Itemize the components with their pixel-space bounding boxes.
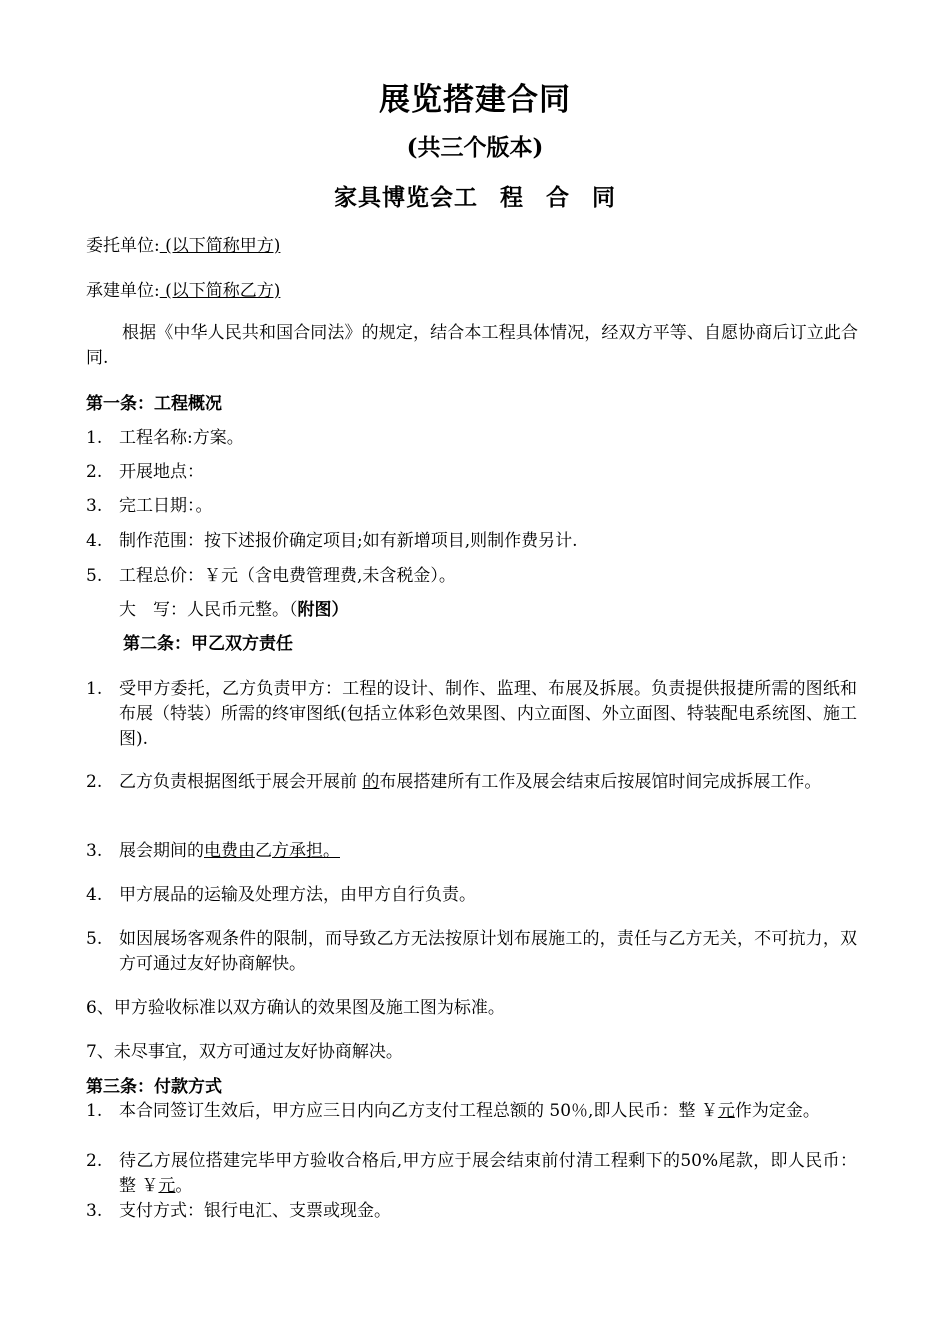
article2-item-7: 7、未尽事宜，双方可通过友好协商解决。 <box>86 1042 403 1062</box>
article3-heading: 第三条：付款方式 <box>86 1077 222 1097</box>
article2-item: 1. 受甲方委托，乙方负责甲方：工程的设计、制作、监理、布展及拆展。负责提供报捷所需的图纸和布展（特装）所需的终审图纸(包括立体彩色效果图、内立面图、外立面图、特装配电系统图、施工图). <box>86 679 857 749</box>
article2-item: 2. 乙方负责根据图纸于展会开展前 的布展搭建所有工作及展会结束后按展馆时间完成拆展工作。 <box>86 772 822 792</box>
contract-heading: 家具博览会工 程 合 同 <box>334 184 616 211</box>
article2-heading: 第二条：甲乙双方责任 <box>123 634 293 654</box>
document-subtitle: (共三个版本) <box>406 134 544 161</box>
article3-item: 2. 待乙方展位搭建完毕甲方验收合格后,甲方应于展会结束前付清工程剩下的50%尾款，即人民币：整 ￥元。 <box>86 1151 857 1196</box>
client-name-blank: (以下简称甲方) <box>159 236 281 256</box>
article3-item: 1. 本合同签订生效后，甲方应三日内向乙方支付工程总额的 50％,即人民币：整 ￥元作为定金。 <box>86 1101 820 1121</box>
article1-heading: 第一条：工程概况 <box>86 394 222 414</box>
article2-item: 5. 如因展场客观条件的限制，而导致乙方无法按原计划布展施工的，责任与乙方无关，不可抗力，双方可通过友好协商解快。 <box>86 929 857 974</box>
contractor-line: 承建单位: (以下简称乙方) <box>86 281 281 301</box>
contractor-name-blank: (以下简称乙方) <box>159 281 281 301</box>
document-title: 展览搭建合同 <box>379 82 571 118</box>
client-line: 委托单位: (以下简称甲方) <box>86 236 281 256</box>
document-page: 展览搭建合同 (共三个版本) 家具博览会工 程 合 同 委托单位: (以下简称甲方) 承建单位: (以下简称乙方) 根据《中华人民共和国合同法》的规定，结合本工程具体情况，经双方平等、自愿协商后订立此合同. 第一条：工程概况 1. 工程名称:方案。 2. 开展地点： 3. 完工日期：。 4. 制作范围：按下述报价确定项目;如有新增项目,则制作费另计. 5. 工程总价：￥元（含电费管理费,未含税金）。 大 写：人民币元整。（附图） 第二条：甲乙双方责任 1. 受甲方委托，乙方负责甲方：工程的设计、制作、监理、布展及拆展。负责提供报捷所需的图纸和布展（特装）所需的终审图纸(包括立体彩色效果图、内立面图、外立面图、特装配电系统图、施工图). 2. 乙方负责根据图纸于展会开展前 的布展搭建所有工作及展会结束后按展馆时间完成拆展工作。 3. 展会期间的电费由乙方承担。 4. 甲方展品的运输及处理方法，由甲方自行负责。 5. 如因展场客观条件的限制，而导致乙方无法按原计划布展施工的，责任与乙方无关，不可抗力，双方可通过友好协商解快。 6、甲方验收标准以双方确认的效果图及施工图为标准。 7、未尽事宜，双方可通过友好协商解决。 第三条：付款方式 1. 本合同签订生效后，甲方应三日内向乙方支付工程总额的 50％,即人民币：整 ￥元作为定金。 2. 待乙方展位搭建完毕甲方验收合格后,甲方应于展会结束前付清工程剩下的50%尾款，即人民币：整 ￥元。 3. 支付方式：银行电汇、支票或现金。 <box>0 0 950 1344</box>
article2-item-6: 6、甲方验收标准以双方确认的效果图及施工图为标准。 <box>86 998 505 1018</box>
preamble-paragraph: 根据《中华人民共和国合同法》的规定，结合本工程具体情况，经双方平等、自愿协商后订立此合同. <box>86 323 858 368</box>
total-capital-line: 大 写：人民币元整。（附图） <box>119 600 349 620</box>
